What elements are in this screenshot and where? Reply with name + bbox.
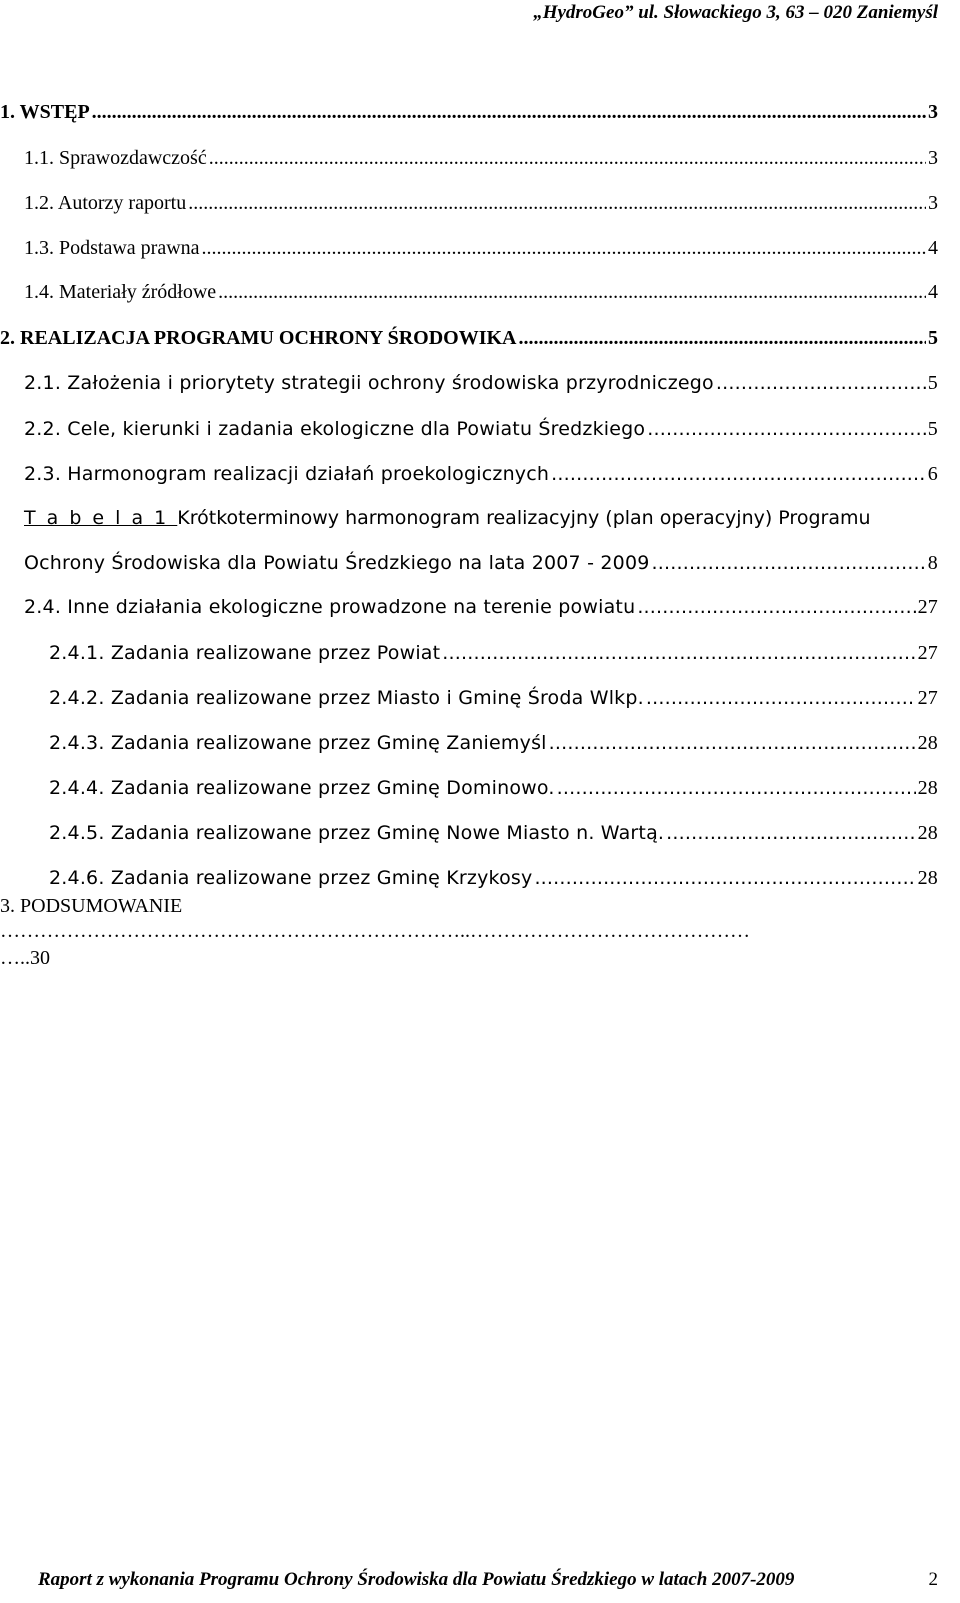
toc-entry-page: 3 bbox=[928, 101, 938, 123]
toc-entry-title: 2.3. Harmonogram realizacji działań proekologicznych bbox=[24, 463, 550, 485]
toc-leader bbox=[202, 235, 926, 261]
toc-entry-page: 28 bbox=[917, 732, 938, 754]
footer-title: Raport z wykonania Programu Ochrony Środowiska dla Powiatu Średzkiego w latach 2007-2009 bbox=[38, 1569, 795, 1590]
toc-entry-page: 5 bbox=[927, 418, 938, 440]
toc-leader bbox=[534, 865, 915, 891]
toc-leader bbox=[666, 820, 915, 846]
toc-entry-title: 2.4.3. Zadania realizowane przez Gminę Zaniemyśl bbox=[49, 732, 547, 754]
toc-leader bbox=[549, 730, 916, 756]
page-footer bbox=[0, 1566, 960, 1596]
toc-entry[interactable] bbox=[0, 325, 938, 351]
toc-leader bbox=[92, 99, 926, 125]
toc-leader bbox=[442, 640, 915, 666]
table-label: T a b e l a 1 bbox=[24, 507, 178, 529]
toc-entry[interactable] bbox=[24, 461, 938, 487]
toc-entry-page: 5 bbox=[928, 327, 938, 349]
page-number: 2 bbox=[928, 1569, 938, 1590]
toc-entry-title: 1. WSTĘP bbox=[0, 101, 90, 123]
toc-entry-title: 2.4.2. Zadania realizowane przez Miasto i Gminę Środa Wlkp. bbox=[49, 687, 644, 709]
toc-entry-title: 2.4.1. Zadania realizowane przez Powiat bbox=[49, 642, 441, 664]
toc-entry[interactable] bbox=[49, 730, 938, 756]
toc-entry-title: 1.2. Autorzy raportu bbox=[24, 192, 187, 214]
toc-entry-page: 27 bbox=[917, 596, 938, 618]
toc-entry-page: 8 bbox=[927, 552, 938, 574]
toc-entry-title: 1.1. Sprawozdawczość bbox=[24, 147, 207, 169]
toc-entry[interactable] bbox=[24, 370, 938, 396]
table-title-line2: Ochrony Środowiska dla Powiatu Średzkiego na lata 2007 - 2009 bbox=[24, 552, 650, 574]
toc-entry-title: 2.2. Cele, kierunki i zadania ekologiczne dla Powiatu Średzkiego bbox=[24, 418, 646, 440]
toc-leader bbox=[637, 594, 915, 620]
toc-leader bbox=[716, 370, 926, 396]
toc-entry-title: 2.4.4. Zadania realizowane przez Gminę Dominowo. bbox=[49, 777, 555, 799]
toc-summary-title[interactable]: 3. PODSUMOWANIE bbox=[0, 895, 183, 917]
toc-entry-page: 4 bbox=[928, 237, 938, 259]
toc-entry-title: 2.1. Założenia i priorytety strategii ochrony środowiska przyrodniczego bbox=[24, 372, 714, 394]
toc-entry[interactable] bbox=[24, 190, 938, 216]
toc-entry-page: 3 bbox=[928, 192, 938, 214]
table-title-line1: Krótkoterminowy harmonogram realizacyjny (plan operacyjny) Programu bbox=[177, 507, 871, 529]
toc-entry-title: 2. REALIZACJA PROGRAMU OCHRONY ŚRODOWIKA bbox=[0, 327, 517, 349]
toc-summary-leader: ……………………………………………………………..…………………………………… bbox=[0, 920, 750, 942]
toc-entry[interactable] bbox=[49, 775, 938, 801]
toc-leader bbox=[647, 416, 926, 442]
toc-leader bbox=[209, 145, 926, 171]
toc-entry-page: 28 bbox=[917, 867, 938, 889]
toc-table-entry-line1[interactable] bbox=[24, 505, 871, 531]
toc-leader bbox=[218, 279, 926, 305]
toc-leader bbox=[646, 685, 916, 711]
toc-entry-page: 6 bbox=[927, 463, 938, 485]
toc-entry-page: 27 bbox=[917, 642, 938, 664]
toc-entry-title: 2.4.6. Zadania realizowane przez Gminę Krzykosy bbox=[49, 867, 533, 889]
toc-entry[interactable] bbox=[49, 640, 938, 666]
toc-summary-page: …..30 bbox=[0, 947, 50, 969]
toc-entry[interactable] bbox=[24, 594, 938, 620]
toc-entry[interactable] bbox=[49, 820, 938, 846]
toc-entry-title: 1.3. Podstawa prawna bbox=[24, 237, 200, 259]
toc-entry-title: 1.4. Materiały źródłowe bbox=[24, 281, 217, 303]
toc-entry-page: 4 bbox=[928, 281, 938, 303]
toc-leader bbox=[652, 550, 926, 576]
toc-leader bbox=[551, 461, 926, 487]
toc-entry-title: 2.4.5. Zadania realizowane przez Gminę Nowe Miasto n. Wartą. bbox=[49, 822, 665, 844]
toc-entry[interactable] bbox=[24, 416, 938, 442]
toc-entry[interactable] bbox=[49, 865, 938, 891]
toc-entry-page: 3 bbox=[928, 147, 938, 169]
toc-entry-page: 5 bbox=[927, 372, 938, 394]
toc-entry[interactable] bbox=[24, 279, 938, 305]
toc-entry[interactable] bbox=[24, 145, 938, 171]
toc-table-entry-line2[interactable] bbox=[24, 550, 938, 576]
toc-entry[interactable] bbox=[49, 685, 938, 711]
toc-entry-page: 27 bbox=[917, 687, 938, 709]
toc-entry[interactable] bbox=[24, 235, 938, 261]
toc-entry-page: 28 bbox=[917, 777, 938, 799]
toc-leader bbox=[557, 775, 916, 801]
toc-entry-title: 2.4. Inne działania ekologiczne prowadzone na terenie powiatu bbox=[24, 596, 636, 618]
page-header: „HydroGeo” ul. Słowackiego 3, 63 – 020 Zaniemyśl bbox=[533, 2, 938, 23]
toc-leader bbox=[188, 190, 926, 216]
toc-entry[interactable] bbox=[0, 99, 938, 125]
toc-leader bbox=[519, 325, 926, 351]
toc-entry-page: 28 bbox=[917, 822, 938, 844]
